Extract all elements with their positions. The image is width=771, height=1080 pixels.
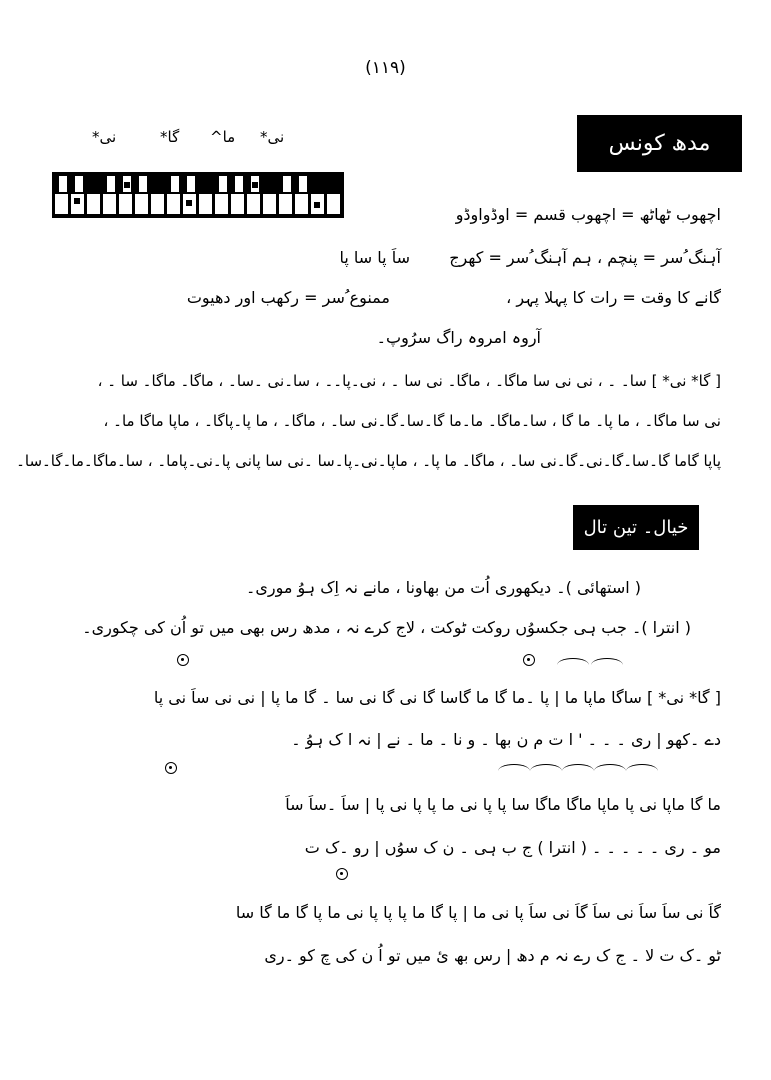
asthai-line: ( استھائی )۔ دیکھوری اُت من بھاونا ، مانے نہ اِک ہوُ موری۔: [245, 578, 641, 597]
antara-line: ( انترا )۔ جب ہی جکسوُں روکت ٹوکت ، لاج کرے نہ ، مدھ رس بھی میں تو اُن کی چکوری۔: [82, 618, 691, 637]
raga-title: مدھ کونس: [577, 115, 742, 172]
raga-info-line: گانے کا وقت = رات کا پہلا پہر ،: [506, 288, 721, 307]
raga-info-line: آہنگ ُسر = پنچم ، ہم آہنگ ُسر = کھرج: [449, 248, 721, 267]
slur-mark: [594, 764, 626, 778]
keyboard-label: گا*: [160, 128, 180, 146]
khayal-title: خیال۔ تین تال: [573, 505, 699, 550]
keyboard-label: نی*: [260, 128, 285, 146]
slur-mark: [591, 658, 623, 672]
sam-mark: [177, 654, 189, 666]
keyboard-diagram: [52, 172, 344, 218]
swaroop-line: [ گا* نی* ] سا۔ ۔ ، نی نی سا ماگا۔ ، ماگا۔ نی سا ۔ ، نی۔پا۔۔ ، سا۔نی ۔سا۔ ، ماگا۔ ماگا۔ سا ۔ ،: [97, 372, 721, 390]
slur-mark: [498, 764, 530, 778]
swaroop-line: نی سا ماگا۔ ، ما پا۔ ما گا ، سا۔ماگا۔ ما۔ما گا۔سا۔گا۔نی سا۔ ، ماگا۔ ، ما پا۔پاگا۔ ، ماپا ماگا ما۔ ،: [103, 412, 721, 430]
raga-info-line: آروہ امروہ راگ سرُوپ۔: [376, 328, 541, 347]
notation-bol-line: دے ۔کھو | ری ۔ ۔ ۔ ' ا ت م ن بھا ۔ و نا ۔ ما ۔ نے | نہ ا ک ہوُ ۔: [291, 730, 721, 749]
raga-info-notes: ساَ پا سا پا: [339, 248, 410, 267]
notation-swar-line: ما گا ماپا نی پا ماپا ماگا ماگا سا پا پا نی ما پا پا نی پا | ساَ ۔ساَ ساَ: [285, 795, 721, 814]
slur-mark: [626, 764, 658, 778]
keyboard-labels: [60, 128, 340, 158]
sam-mark: [336, 868, 348, 880]
notation-swar-line: گاَ نی ساَ ساَ نی ساَ گاَ نی ساَ پا نی ما | پا گا ما پا پا پا نی ما پا گا ما گا سا: [235, 903, 721, 922]
page-number: (۱۱۹): [365, 58, 406, 78]
sam-mark: [165, 762, 177, 774]
notation-swar-line: [ گا* نی* ] ساگا ماپا ما | پا ۔ما گا ما گاسا گا نی گا نی سا ۔ گا ما پا | نی نی ساَ نی پا: [153, 688, 721, 707]
keyboard-label: نی*: [92, 128, 117, 146]
slur-mark: [562, 764, 594, 778]
raga-info-line: ممنوع ُسر = رکھب اور دھیوت: [186, 288, 390, 307]
raga-info-line: اچھوب ٹھاٹھ = اچھوب قسم = اوڈواوڈو: [455, 205, 721, 224]
notation-bol-line: مو ۔ ری ۔ ۔ ۔ ۔ ۔ ( انترا ) ج ب ہی ۔ ن ک سوُں | رو ۔ک ت: [304, 838, 721, 857]
notation-bol-line: ٹو ۔ک ت لا ۔ ج ک رے نہ م دھ | رس بھ ئ میں تو اُ ن کی چ کو ۔ری: [264, 946, 721, 965]
swaroop-line: پاپا گاما گا۔سا۔گا۔نی۔گا۔نی سا۔ ، ماگا۔ ما پا۔ ، ماپا۔نی۔پا۔سا ۔نی سا پانی پا۔نی۔پاما۔ ، سا۔ماگا۔ما۔گا۔سا۔: [16, 452, 721, 470]
slur-mark: [557, 658, 589, 672]
slur-mark: [530, 764, 562, 778]
keyboard-label: ما^: [210, 128, 236, 146]
sam-mark: [523, 654, 535, 666]
